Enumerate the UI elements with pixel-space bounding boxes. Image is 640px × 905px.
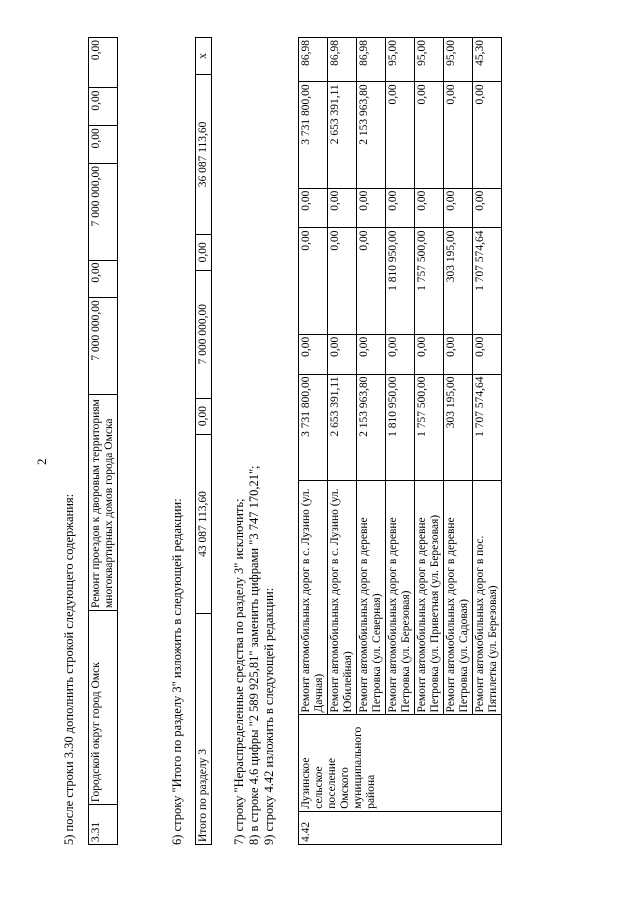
purpose-cell: Ремонт автомобильных дорог в деревне Петровка (ул. Северная) [357,480,386,715]
value-cell: 0,00 [328,188,357,228]
row-number: 4.42 [299,811,502,844]
value-cell: 303 195,00 [444,374,473,480]
purpose-cell: Ремонт автомобильных дорог в деревне Петровка (ул. Березовая) [386,480,415,715]
value-cell: 2 653 391,11 [328,374,357,480]
value-cell: 0,00 [386,188,415,228]
purpose-cell: Ремонт автомобильных дорог в с. Лузино (ул. Юбилейная) [328,480,357,715]
value-cell: 0,00 [473,188,502,228]
value-cell: 43 087 113,60 [196,434,212,614]
purpose-cell: Ремонт автомобильных дорог в с. Лузино (ул. Дачная) [299,480,328,715]
value-cell: 95,00 [415,38,444,82]
value-cell: 0,00 [444,188,473,228]
total-label: Итого по разделу 3 [196,614,212,845]
value-cell: 1 810 950,00 [386,228,415,334]
value-cell: 1 757 500,00 [415,374,444,480]
value-cell: 1 810 950,00 [386,374,415,480]
value-cell: 0,00 [299,188,328,228]
value-cell: 86,98 [299,38,328,82]
value-cell: 0,00 [415,82,444,188]
recipient-cell: Городской округ город Омск [89,610,118,804]
value-cell: 7 000 000,00 [89,298,118,395]
value-cell: 303 195,00 [444,228,473,334]
value-cell: 0,00 [357,188,386,228]
value-cell: 1 757 500,00 [415,228,444,334]
purpose-cell: Ремонт проездов к дворовым территориям многоквартирных домов города Омска [89,394,118,610]
table-row [299,38,328,845]
value-cell: x [196,38,212,75]
table-row-331 [88,37,118,845]
value-cell: 3 731 800,00 [299,82,328,188]
value-cell: 0,00 [415,334,444,374]
value-cell: 0,00 [415,188,444,228]
value-cell: 95,00 [444,38,473,82]
purpose-cell: Ремонт автомобильных дорог в деревне Петровка (ул. Приветная (ул. Березовая) [415,480,444,715]
value-cell: 2 653 391,11 [328,82,357,188]
row-number: 3.31 [89,805,118,845]
value-cell: 0,00 [299,228,328,334]
value-cell: 0,00 [444,334,473,374]
value-cell: 0,00 [386,82,415,188]
value-cell: 2 153 963,80 [357,374,386,480]
value-cell: 0,00 [357,228,386,334]
value-cell: 0,00 [357,334,386,374]
value-cell: 0,00 [89,38,118,88]
value-cell: 45,30 [473,38,502,82]
value-cell: 0,00 [386,334,415,374]
item7-text: 7) строку "Нераспределенные средства по разделу 3" исключить; [232,498,246,845]
value-cell: 0,00 [473,82,502,188]
value-cell: 0,00 [196,398,212,434]
value-cell: 86,98 [328,38,357,82]
value-cell: 1 707 574,64 [473,374,502,480]
value-cell: 86,98 [357,38,386,82]
purpose-cell: Ремонт автомобильных дорог в пос. Пятилетка (ул. Березовая) [473,480,502,715]
value-cell: 0,00 [328,334,357,374]
purpose-cell: Ремонт автомобильных дорог в деревне Петровка (ул. Садовая) [444,480,473,715]
value-cell: 95,00 [386,38,415,82]
table-row [196,38,212,845]
recipient-cell: Лузинское сельское поселение Омского муниципального района [299,715,502,811]
table-row-442 [298,37,502,845]
value-cell: 0,00 [299,334,328,374]
value-cell: 0,00 [196,234,212,270]
value-cell: 3 731 800,00 [299,374,328,480]
item9-text: 9) строку 4.42 изложить в следующей редакции: [262,587,276,845]
value-cell: 1 707 574,64 [473,228,502,334]
page-number: 2 [34,458,49,465]
table-total-section3 [195,37,212,845]
value-cell: 0,00 [89,126,118,164]
value-cell: 0,00 [89,260,118,298]
item6-text: 6) строку "Итого по разделу 3" изложить в следующей редакции: [170,498,184,845]
value-cell: 0,00 [444,82,473,188]
item8-text: 8) в строке 4.6 цифры "2 589 925,81" заменить цифрами "3 747 170,21"; [247,465,261,845]
value-cell: 0,00 [89,88,118,126]
table-row [89,38,118,845]
value-cell: 0,00 [328,228,357,334]
value-cell: 0,00 [473,334,502,374]
value-cell: 36 087 113,60 [196,75,212,235]
value-cell: 2 153 963,80 [357,82,386,188]
item5-text: 5) после строки 3.30 дополнить строкой следующего содержания: [62,493,76,845]
value-cell: 7 000 000,00 [89,163,118,260]
value-cell: 7 000 000,00 [196,270,212,398]
